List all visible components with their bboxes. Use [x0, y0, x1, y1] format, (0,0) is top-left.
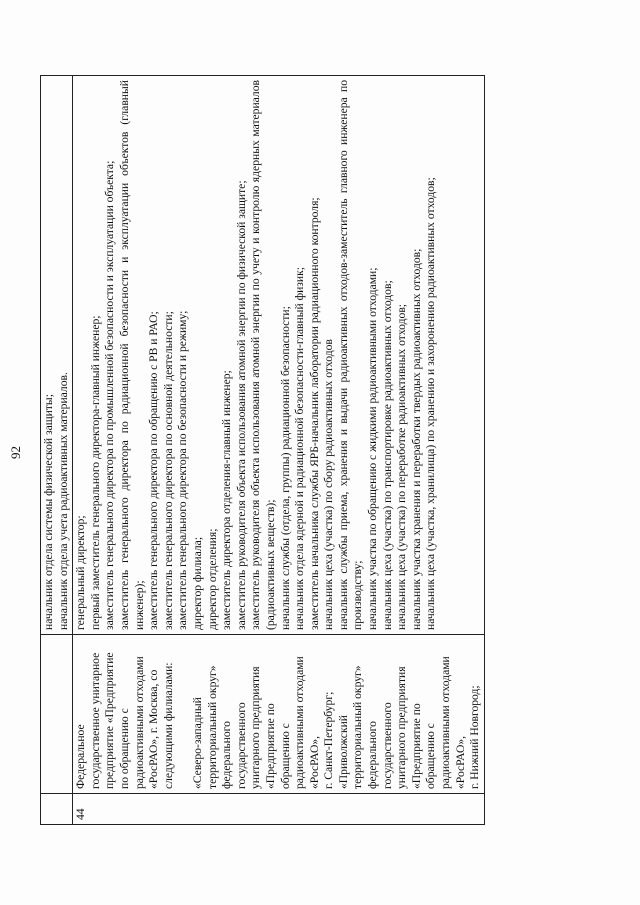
- positions-table: [40, 75, 485, 825]
- org-line: по обращению с: [117, 708, 131, 789]
- positions-cell: [73, 76, 485, 635]
- position-item: генеральный директор;: [74, 515, 88, 630]
- position-item: начальник участка по обращению с жидкими радиоактивными отходами;: [366, 267, 380, 630]
- position-item: заместитель генерального директора по радиационной безопасности и эксплуатации объектов (главный инженер);: [117, 80, 146, 630]
- org-line: «РосРАО», г. Москва, со: [147, 669, 161, 789]
- org-line: радиоактивными отходами: [132, 656, 146, 789]
- org-line: государственное унитарное: [88, 652, 102, 789]
- org-line: территориальный округ»: [351, 665, 365, 789]
- organization-cell: [73, 635, 485, 794]
- position-item: заместитель руководителя объекта использования атомной энергии по учету и контролю ядерных материалов (радиоактивных веществ);: [249, 80, 277, 630]
- table-row-continuation: [41, 76, 73, 825]
- org-line: обращению с: [424, 723, 438, 789]
- org-line: федерального: [220, 721, 234, 789]
- org-line: федерального: [366, 721, 380, 789]
- org-line-spacer: [176, 639, 191, 789]
- org-line: унитарного предприятия: [249, 666, 263, 789]
- page-number: 92: [8, 446, 23, 459]
- org-line: «Предприятие по: [409, 703, 423, 789]
- position-item: начальник службы (отдела, группы) радиационной безопасности;: [278, 306, 292, 630]
- position-item: начальник цеха (участка) по сбору радиоактивных отходов: [322, 339, 336, 630]
- position-item: директор филиала;: [190, 536, 204, 630]
- org-line: «Северо-западный: [190, 697, 204, 789]
- org-line: радиоактивными отходами: [439, 656, 453, 789]
- position-item: начальник участка хранения и переработки твердых радиоактивных отходов;: [409, 248, 423, 630]
- position-item: начальник службы приема, хранения и выдачи радиоактивных отходов-заместитель главного инженера по производству;: [336, 80, 365, 630]
- position-item: заместитель генерального директора по обращению с РВ и РАО;: [147, 311, 161, 630]
- position-line: начальник отдела системы физической защиты;: [42, 394, 55, 630]
- org-line: радиоактивными отходами: [293, 656, 307, 789]
- org-line: «Предприятие по: [263, 703, 277, 789]
- org-line: территориальный округ»: [205, 665, 219, 789]
- position-item: заместитель генерального директора по основной деятельности;: [161, 311, 175, 630]
- row-number-cell: 44: [73, 794, 485, 825]
- position-item: заместитель начальника службы ЯРБ-начальник лаборатории радиационного контроля;: [307, 197, 321, 630]
- position-item: начальник отдела ядерной и радиационной безопасности-главный физик;: [293, 267, 307, 630]
- org-line: обращению с: [278, 723, 292, 789]
- org-line: «РосРАО»,: [307, 735, 321, 789]
- org-line: «Приволжский: [336, 715, 350, 789]
- position-item: заместитель генерального директора по промышленной безопасности и эксплуатации объекта;: [103, 160, 117, 630]
- org-line: «РосРАО»,: [453, 735, 467, 789]
- position-item: заместитель директора отделения-главный инженер;: [220, 370, 234, 630]
- org-line: Федеральное: [74, 724, 88, 789]
- position-item: директор отделения;: [205, 528, 219, 630]
- table-row-44: [73, 76, 485, 825]
- org-line: г. Нижний Новгород;: [468, 685, 482, 789]
- position-item: заместитель руководителя объекта использования атомной энергии по физической защите;: [234, 180, 248, 630]
- org-line: следующими филиалами:: [161, 662, 175, 789]
- org-line: г. Санкт-Петербург;: [322, 691, 336, 789]
- position-item: начальник цеха (участка, хранилища) по хранению и захоронению радиоактивных отходов;: [424, 177, 438, 630]
- organization-cell-empty: [41, 635, 73, 794]
- position-item: начальник цеха (участка) по переработке радиоактивных отходов;: [395, 303, 409, 630]
- org-line: унитарного предприятия: [395, 666, 409, 789]
- org-line: государственного: [234, 702, 248, 789]
- row-number-cell-empty: [41, 794, 73, 825]
- positions-cell: [41, 76, 73, 635]
- org-line: государственного: [380, 702, 394, 789]
- position-item: заместитель генерального директора по безопасности и режиму;: [176, 310, 190, 630]
- org-line: предприятие «Предприятие: [103, 652, 117, 789]
- position-item: начальник цеха (участка) по транспортировке радиоактивных отходов;: [380, 280, 394, 630]
- position-line: начальник отдела учета радиоактивных материалов.: [56, 372, 70, 630]
- position-item: первый заместитель генерального директора-главный инженер;: [88, 315, 102, 630]
